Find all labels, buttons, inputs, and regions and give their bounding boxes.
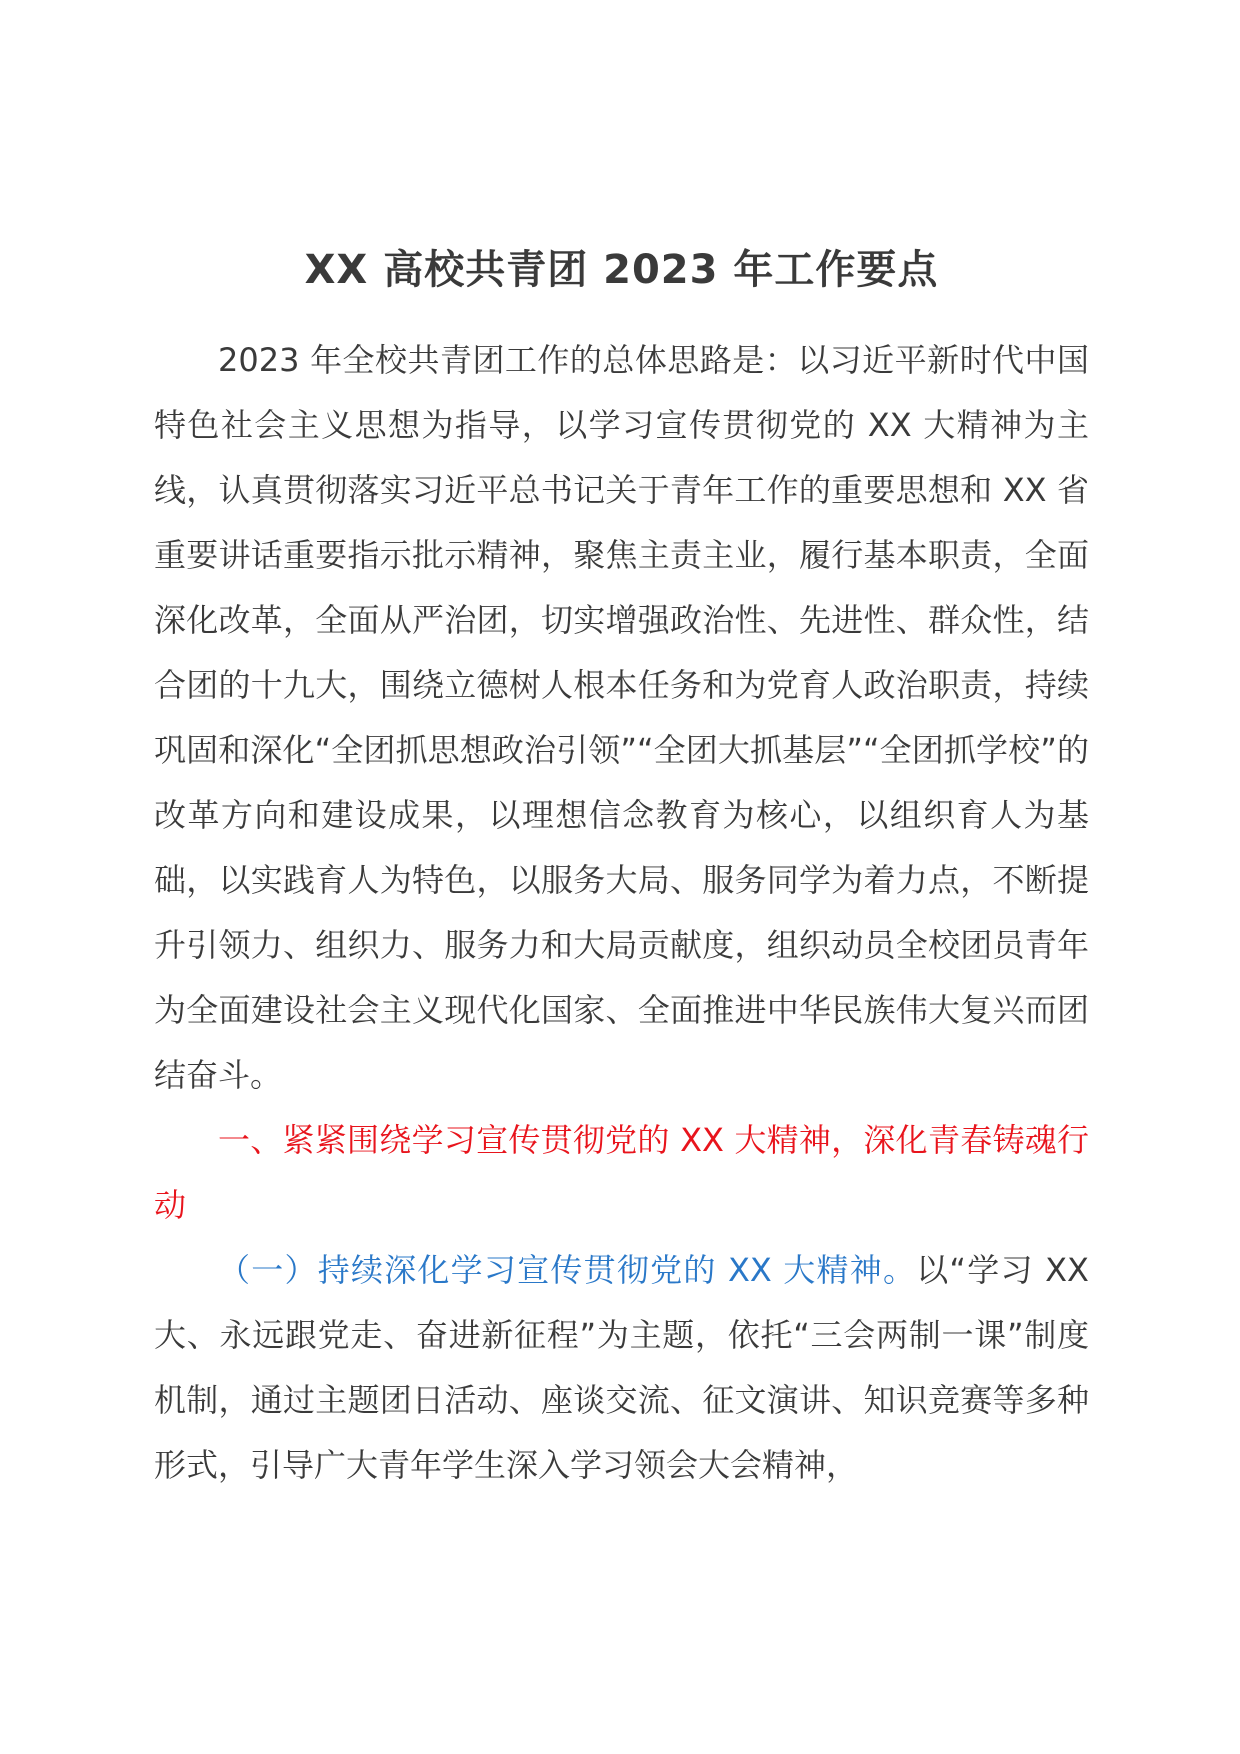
document-page — [154, 242, 1089, 1498]
section-heading: 一、紧紧围绕学习宣传贯彻党的 XX 大精神，深化青春铸魂行动 — [154, 1121, 1089, 1224]
document-title: XX 高校共青团 2023 年工作要点 — [304, 247, 939, 293]
subsection-heading: （一）持续深化学习宣传贯彻党的 XX 大精神。 — [218, 1251, 917, 1289]
subsection-body: 以“学习 XX 大、永远跟党走、奋进新征程”为主题，依托“三会两制一课”制度机制，通过主题团日活动、座谈交流、征文演讲、知识竞赛等多种形式，引导广大青年学生深入学习领会大会精神， — [154, 1251, 1089, 1484]
subsection-paragraph — [154, 1238, 1089, 1498]
intro-paragraph: 2023 年全校共青团工作的总体思路是：以习近平新时代中国特色社会主义思想为指导，以学习宣传贯彻党的 XX 大精神为主线，认真贯彻落实习近平总书记关于青年工作的重要思想和 XX 省重要讲话重要指示批示精神，聚焦主责主业，履行基本职责，全面深化改革，全面从严治团，切实增强政治性、先进性、群众性，结合团的十九大，围绕立德树人根本任务和为党育人政治职责，持续巩固和深化“全团抓思想政治引领”“全团大抓基层”“全团抓学校”的改革方向和建设成果，以理想信念教育为核心，以组织育人为基础，以实践育人为特色，以服务大局、服务同学为着力点，不断提升引领力、组织力、服务力和大局贡献度，组织动员全校团员青年为全面建设社会主义现代化国家、全面推进中华民族伟大复兴而团结奋斗。 — [154, 341, 1089, 1094]
